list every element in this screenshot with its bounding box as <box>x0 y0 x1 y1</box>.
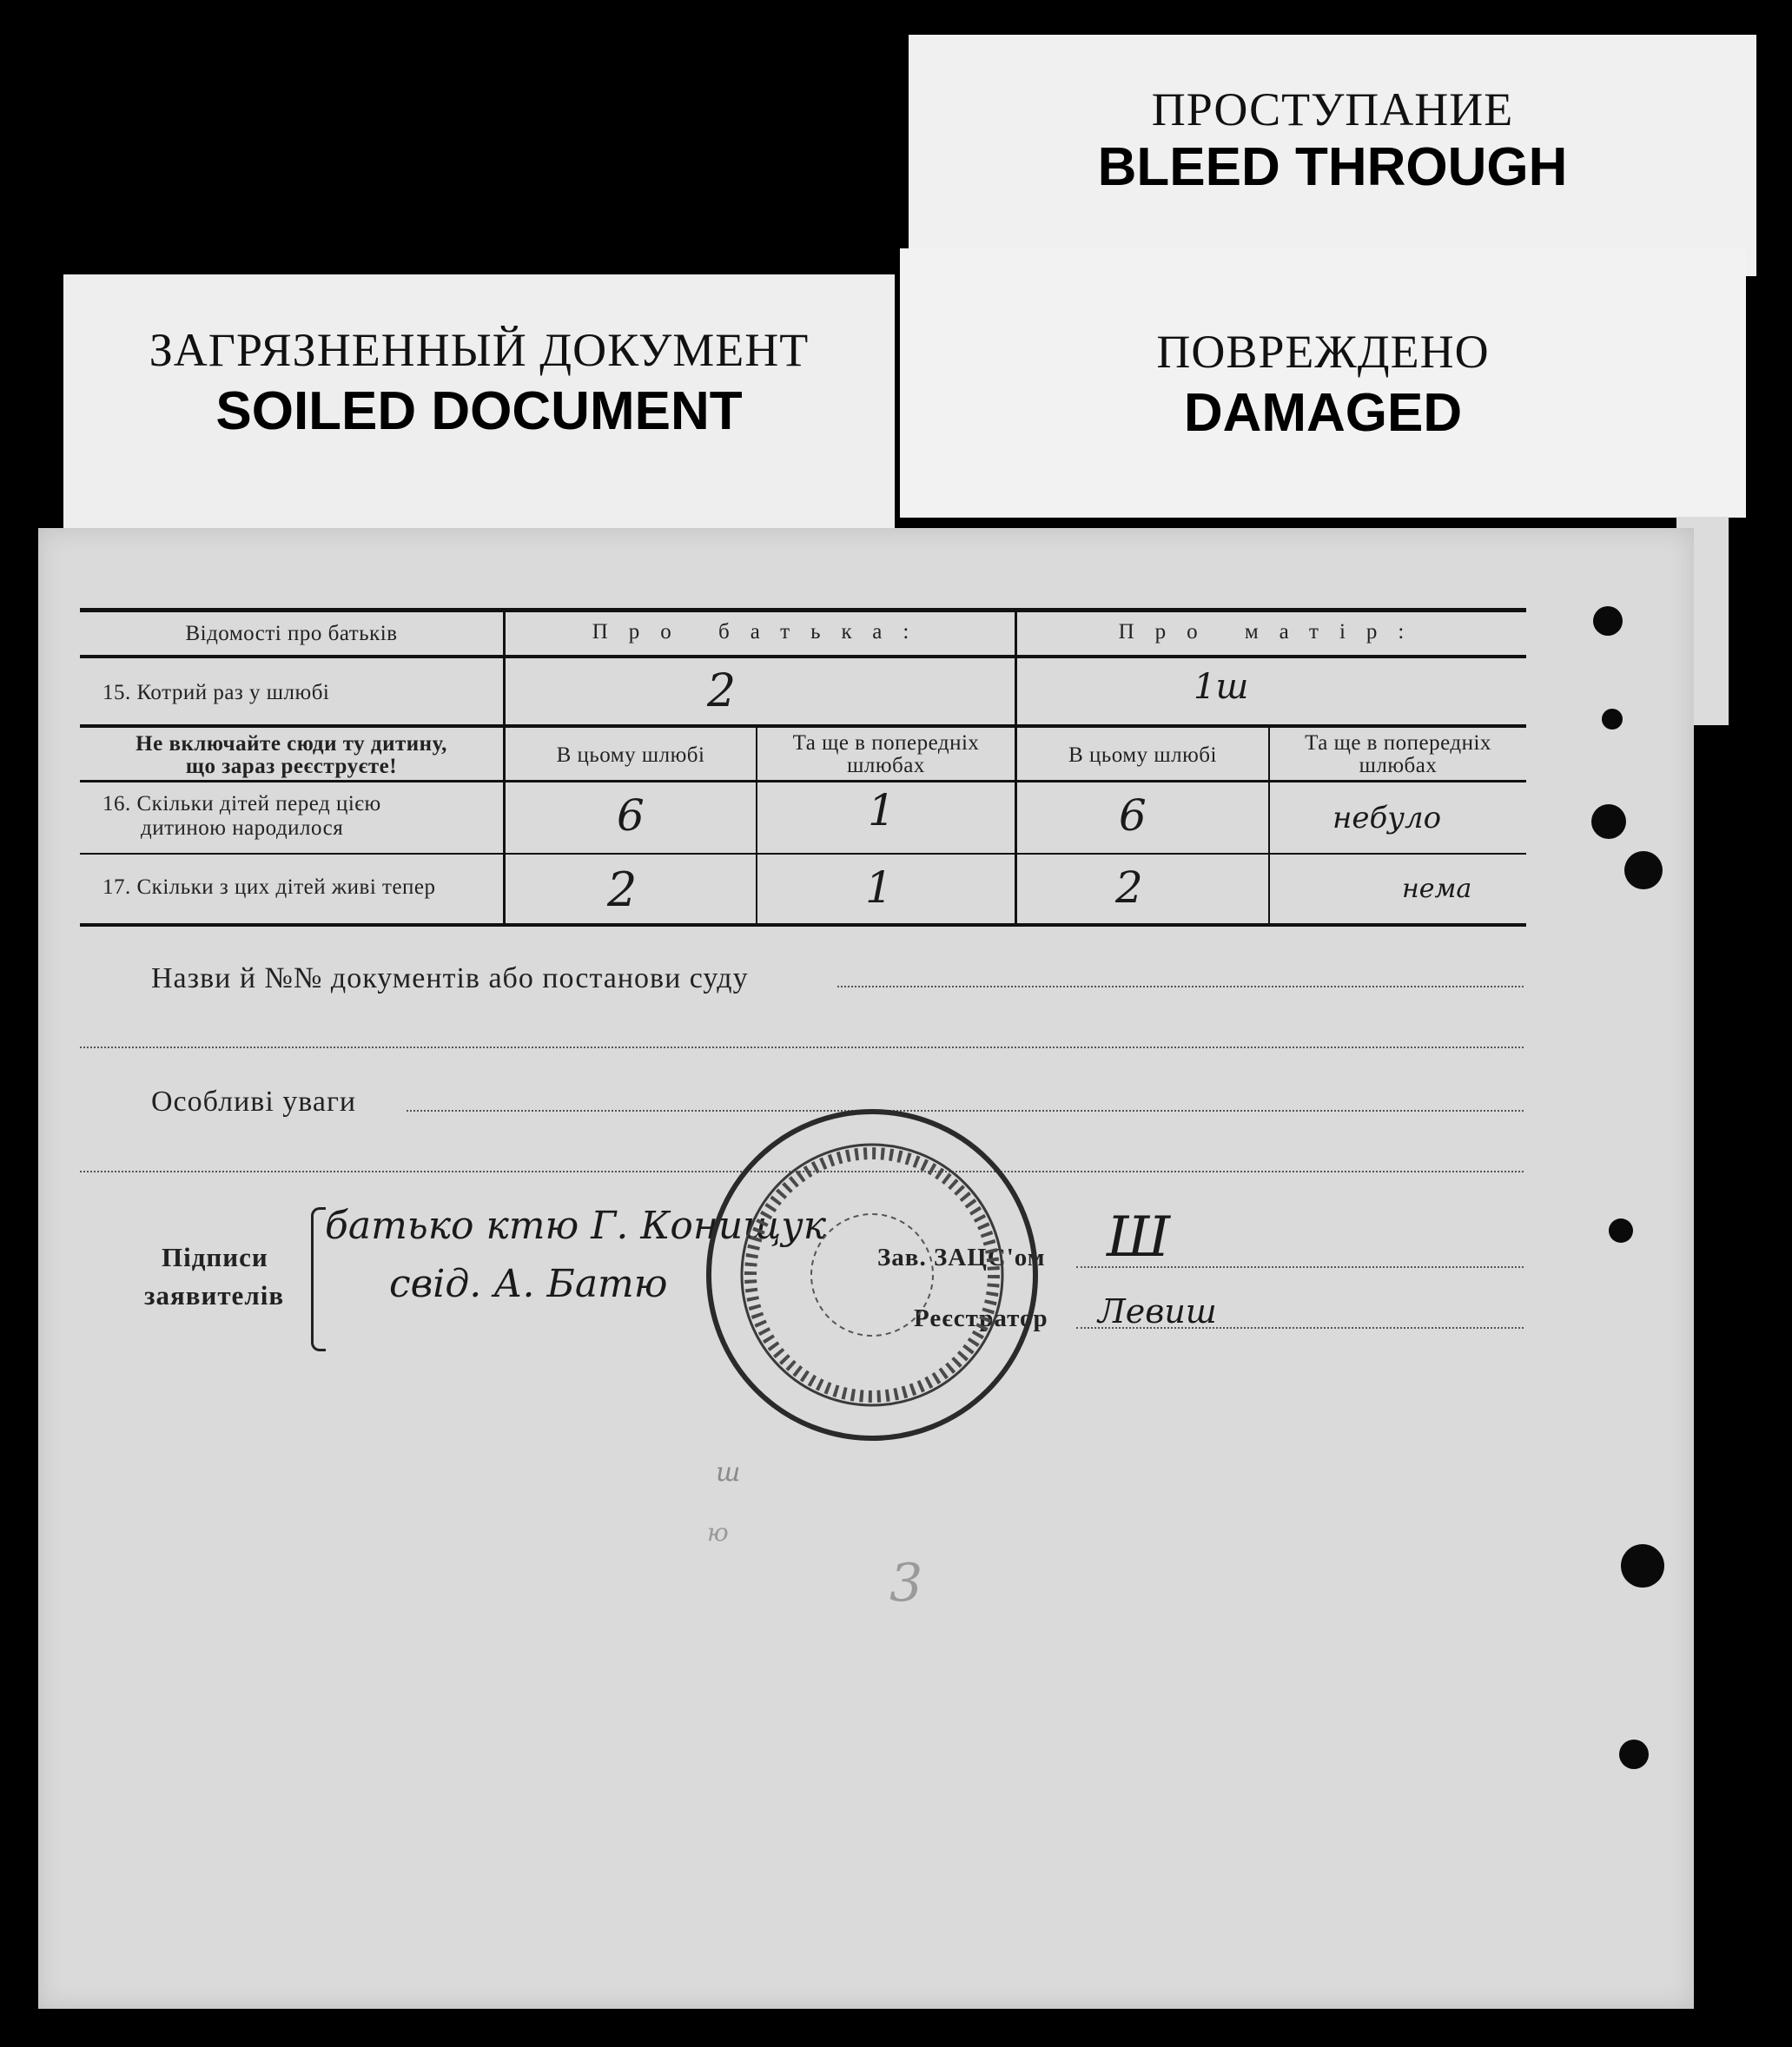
signature-mother: свід. А. Батю <box>389 1262 668 1306</box>
punch-hole <box>1619 1740 1649 1769</box>
bleed-through-en: BLEED THROUGH <box>1097 137 1568 197</box>
signatures-label-1: Підписи <box>162 1242 268 1272</box>
table-rule <box>80 655 1526 658</box>
row16-mother-prev: небуло <box>1332 801 1442 835</box>
table-rule <box>80 724 1526 728</box>
table-rule <box>80 853 1526 855</box>
row17-father-this: 2 <box>607 862 638 917</box>
bleed-mark: 3 <box>889 1553 923 1614</box>
damaged-ru: ПОВРЕЖДЕНО <box>1156 326 1490 378</box>
header-mother: Про матір: <box>1118 620 1425 644</box>
row15-label: 15. Котрий раз у шлюбі <box>102 681 330 704</box>
registrar-signature: Левиш <box>1098 1292 1217 1331</box>
soiled-en: SOILED DOCUMENT <box>215 381 743 441</box>
signatures-brace <box>311 1207 326 1351</box>
official-stamp <box>698 1101 1046 1449</box>
bleed-mark: ш <box>716 1457 741 1488</box>
row16-father-prev: 1 <box>868 785 896 835</box>
documents-line-2 <box>80 1047 1524 1048</box>
punch-hole <box>1593 606 1623 636</box>
row16-label-1: 16. Скільки дітей перед цією <box>102 792 381 815</box>
bleed-through-label <box>909 35 1756 276</box>
soiled-ru: ЗАГРЯЗНЕННЫЙ ДОКУМЕНТ <box>149 324 810 376</box>
row15-mother: 1ш <box>1194 667 1249 707</box>
registrar-label: Реєстратор <box>914 1304 1048 1332</box>
punch-hole <box>1624 851 1663 889</box>
father-previous-header-2: шлюбах <box>847 754 925 777</box>
note-line1: Не включайте сюди ту дитину, <box>136 732 447 756</box>
table-rule <box>80 780 1526 782</box>
row16-mother-this: 6 <box>1119 790 1147 841</box>
signatures-label-2: заявителів <box>144 1280 285 1311</box>
table-top-rule <box>80 608 1526 612</box>
signature-father: батько ктю Г. Конищук <box>325 1204 827 1248</box>
table-bottom-rule <box>80 923 1526 927</box>
damaged-label <box>900 248 1746 518</box>
damaged-en: DAMAGED <box>1183 383 1463 443</box>
mother-previous-header-2: шлюбах <box>1359 754 1438 777</box>
row17-mother-prev: нема <box>1402 874 1472 904</box>
punch-hole <box>1621 1544 1664 1588</box>
note-line2: що зараз реєструєте! <box>185 755 398 778</box>
punch-hole <box>1591 804 1626 839</box>
row17-label: 17. Скільки з цих дітей живі тепер <box>102 875 436 899</box>
punch-hole <box>1602 709 1623 730</box>
father-this-marriage-header: В цьому шлюбі <box>556 743 705 767</box>
document-sheet <box>38 528 1694 2009</box>
row17-mother-this: 2 <box>1115 862 1143 913</box>
punch-hole <box>1609 1218 1633 1243</box>
head-label: Зав. ЗАЦС'ом <box>877 1244 1046 1271</box>
row15-father: 2 <box>707 665 737 717</box>
remarks-label: Особливі уваги <box>151 1086 357 1118</box>
bleed-through-ru: ПРОСТУПАНИЕ <box>1151 83 1514 135</box>
father-previous-header-1: Та ще в попередніх <box>792 731 980 755</box>
mother-this-marriage-header: В цьому шлюбі <box>1068 743 1217 767</box>
header-parents: Відомості про батьків <box>185 622 398 645</box>
row17-father-prev: 1 <box>865 862 893 913</box>
mother-previous-header-1: Та ще в попередніх <box>1305 731 1491 755</box>
bleed-mark: ю <box>707 1518 729 1547</box>
row16-label-2: дитиною народилося <box>141 816 344 840</box>
documents-line <box>837 986 1524 987</box>
header-father: Про батька: <box>592 620 930 644</box>
soiled-document-label <box>63 274 895 544</box>
row16-father-this: 6 <box>617 790 645 841</box>
documents-label: Назви й №№ документів або постанови суду <box>151 962 749 994</box>
head-signature: Ш <box>1107 1205 1171 1270</box>
table-vrule <box>1015 612 1017 923</box>
